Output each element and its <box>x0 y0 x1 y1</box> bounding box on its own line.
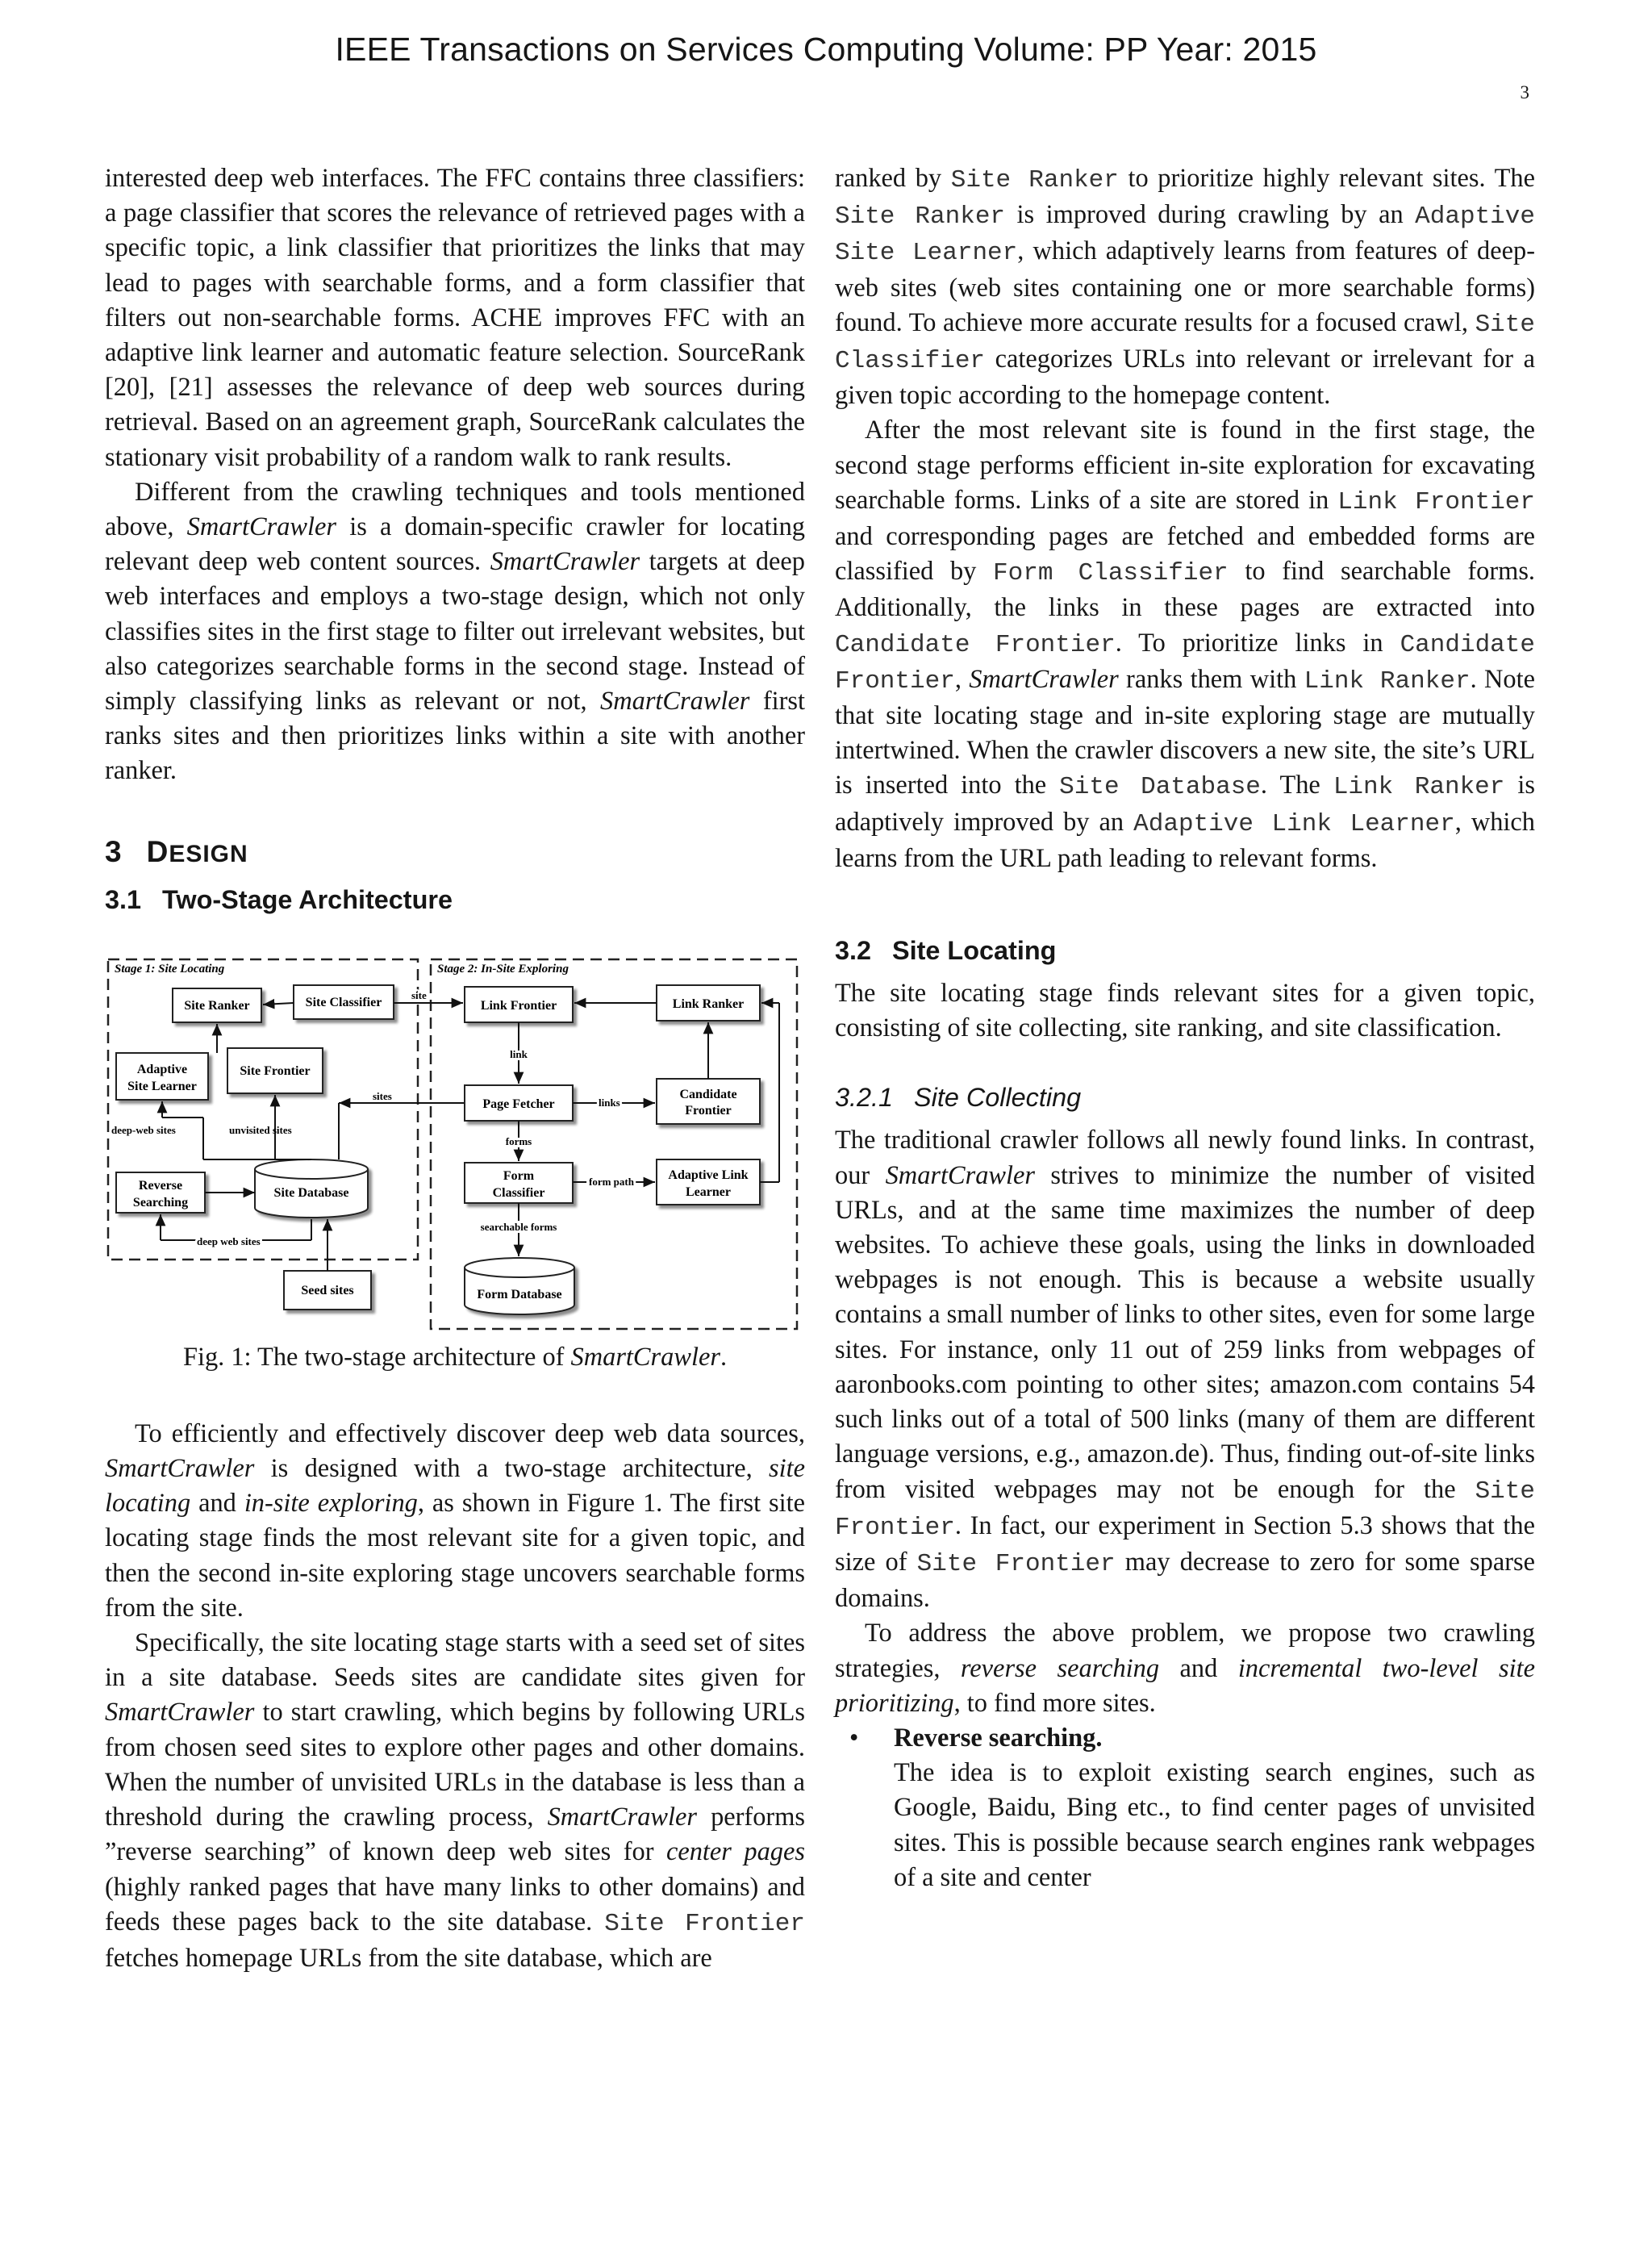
svg-text:deep web sites: deep web sites <box>197 1235 261 1247</box>
subsection-heading-two-stage: 3.1 Two-Stage Architecture <box>105 884 453 914</box>
svg-text:Form: Form <box>503 1168 535 1183</box>
svg-text:Link Ranker: Link Ranker <box>672 996 745 1011</box>
svg-text:Learner: Learner <box>686 1184 731 1199</box>
subsection-heading-site-locating: 3.2 Site Locating <box>835 936 1057 966</box>
svg-text:Reverse: Reverse <box>138 1178 183 1193</box>
figure-architecture <box>105 948 805 1375</box>
bullet-text: The idea is to exploit existing search engines, such as Google, Baidu, Bing etc., to find center pages of unvisited sites. This is possible because search engines rank webpages of a site and center <box>894 1758 1535 1892</box>
paragraph-site-locating: The site locating stage finds relevant sites for a given topic, consisting of site collecting, site ranking, and site classification. <box>835 979 1535 1043</box>
svg-text:form path: form path <box>589 1175 634 1188</box>
stage-1-label: Stage 1: Site Locating <box>115 962 225 976</box>
svg-text:Seed sites: Seed sites <box>301 1283 354 1297</box>
svg-text:deep-web sites: deep-web sites <box>111 1123 176 1136</box>
bullet-title: Reverse searching. <box>894 1723 1103 1753</box>
svg-text:sites: sites <box>373 1089 392 1102</box>
svg-text:Adaptive Link: Adaptive Link <box>668 1168 749 1182</box>
svg-text:Frontier: Frontier <box>685 1103 732 1118</box>
paragraph-site-ranker: ranked by Site Ranker to prioritize highly relevant sites. The Site Ranker is improved during crawling by an Adaptive Site Learner, which adaptively learns from features of deep-web sites (web sites containing one or more searchable forms) found. To achieve more accurate results for a focused crawl, Site Classifier categorizes URLs into relevant or irrelevant for a given topic according to the homepage content. <box>835 164 1535 411</box>
svg-text:Site Learner: Site Learner <box>127 1079 197 1093</box>
svg-text:Site Ranker: Site Ranker <box>184 998 250 1013</box>
section-heading-design: 3 DESIGN <box>105 834 248 868</box>
left-column <box>105 161 805 1976</box>
paragraph-ffc: interested deep web interfaces. The FFC contains three classifiers: a page classifier that scores the relevance of retrieved pages with a specific topic, a link classifier that prioritizes the links that may lead to pages with searchable forms, and a form classifier that filters out non-searchable forms. ACHE improves FFC with an adaptive link learner and automatic feature selection. SourceRank [20], [21] assesses the relevance of deep web sources during retrieval. Based on an agreement graph, SourceRank calculates the stationary visit probability of a random walk to rank results. <box>105 164 805 472</box>
svg-text:searchable forms: searchable forms <box>480 1220 557 1233</box>
svg-text:Classifier: Classifier <box>492 1185 545 1200</box>
svg-text:Site Classifier: Site Classifier <box>305 995 382 1009</box>
svg-text:Searching: Searching <box>132 1195 189 1209</box>
svg-text:site: site <box>411 988 427 1001</box>
paragraph-two-strategies: To address the above problem, we propose two crawling strategies, reverse searching and incremental two-level site prioritizing, to find more sites. <box>835 1619 1535 1718</box>
svg-text:unvisited sites: unvisited sites <box>229 1123 292 1136</box>
svg-text:links: links <box>599 1096 620 1109</box>
figure-caption: Fig. 1: The two-stage architecture of SmartCrawler. <box>182 1342 728 1372</box>
node-form-database <box>465 1258 574 1314</box>
stage-2-label: Stage 2: In-Site Exploring <box>437 962 569 976</box>
svg-text:Site Frontier: Site Frontier <box>240 1063 311 1078</box>
paragraph-site-collecting: The traditional crawler follows all newly found links. In contrast, our SmartCrawler strives to minimize the number of visited URLs, and at the same time maximizes the number of deep websites. To achieve these goals, using the links in downloaded webpages is not enough. This is because a website usually contains a small number of links to other sites, even for some large sites. For instance, only 11 out of 259 links from webpages of aaronbooks.com pointing to other sites; amazon.com contains 54 such links out of a total of 500 links (many of them are different language versions, e.g., amazon.de). Thus, finding out-of-site links from visited webpages may not be enough for the Site Frontier. In fact, our experiment in Section 5.3 shows that the size of Site Frontier may decrease to zero for some sparse domains. <box>835 1126 1535 1614</box>
paragraph-in-site-exploring: After the most relevant site is found in the first stage, the second stage performs efficient in-site exploration for excavating searchable forms. Links of a site are stored in Link Frontier and corresponding pages are fetched and embedded forms are classified by Form Classifier to find searchable forms. Additionally, the links in these pages are extracted into Candidate Frontier. To prioritize links in Candidate Frontier, SmartCrawler ranks them with Link Ranker. Note that site locating stage and in-site exploring stage are mutually intertwined. When the crawler discovers a new site, the site’s URL is inserted into the Site Database. The Link Ranker is adaptively improved by an Adaptive Link Learner, which learns from the URL path leading to relevant forms. <box>835 416 1536 873</box>
svg-text:forms: forms <box>505 1134 532 1147</box>
right-column <box>835 161 1535 1895</box>
page-number: 3 <box>1520 82 1529 102</box>
journal-header: IEEE Transactions on Services Computing Volume: PP Year: 2015 <box>335 31 1317 68</box>
svg-text:Adaptive: Adaptive <box>136 1062 188 1076</box>
svg-text:Candidate: Candidate <box>679 1087 737 1101</box>
architecture-diagram <box>105 948 805 1334</box>
svg-text:Form Database: Form Database <box>477 1287 562 1301</box>
paragraph-smartcrawler-intro: Different from the crawling techniques and tools mentioned above, SmartCrawler is a domain-specific crawler for locating relevant deep web content sources. SmartCrawler targets at deep web interfaces and employs a two-stage design, which not only classifies sites in the first stage to filter out irrelevant websites, but also categorizes searchable forms in the second stage. Instead of simply classifying links as relevant or not, SmartCrawler first ranks sites and then prioritizes links within a site with another ranker. <box>105 477 806 786</box>
svg-text:Site Database: Site Database <box>273 1185 349 1200</box>
bullet-marker: • <box>849 1723 859 1753</box>
paragraph-seed-sites: Specifically, the site locating stage starts with a seed set of sites in a site database. Seeds sites are candidate sites given for SmartCrawler to start crawling, which begins by following URLs from chosen seed sites to explore other pages and other domains. When the number of unvisited URLs in the database is less than a threshold during the crawling process, SmartCrawler performs ”reverse searching” of known deep web sites for center pages (highly ranked pages that have many links to other domains) and feeds these pages back to the site database. Site Frontier fetches homepage URLs from the site database, which are <box>105 1628 805 1973</box>
bullet-reverse-searching <box>835 1721 1535 1895</box>
paragraph-two-stage: To efficiently and effectively discover deep web data sources, SmartCrawler is designed with a two-stage architecture, site locating and in-site exploring, as shown in Figure 1. The first site locating stage finds the most relevant site for a given topic, and then the second in-site exploring stage uncovers searchable forms from the site. <box>105 1418 806 1623</box>
svg-text:link: link <box>510 1047 528 1060</box>
svg-text:Link Frontier: Link Frontier <box>480 998 557 1013</box>
svg-text:Page Fetcher: Page Fetcher <box>482 1097 555 1111</box>
subsubsection-heading-site-collecting: 3.2.1 Site Collecting <box>835 1083 1082 1113</box>
